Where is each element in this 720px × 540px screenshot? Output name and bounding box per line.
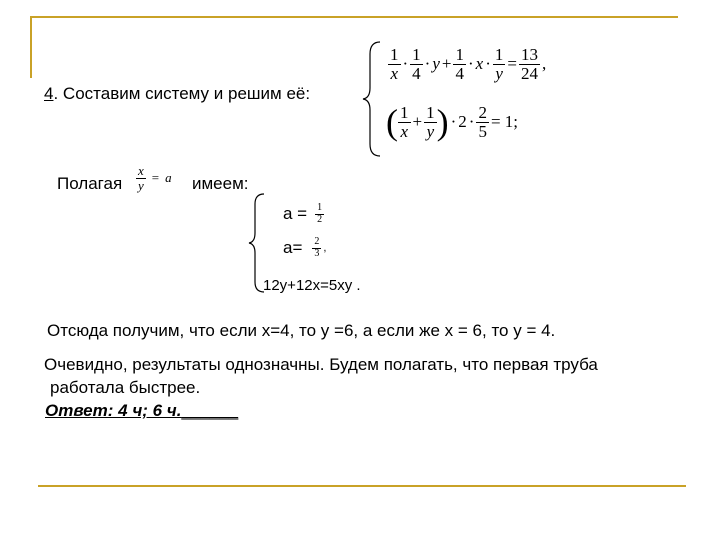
answer-line	[45, 401, 238, 421]
bottom-rule	[38, 485, 686, 487]
intro-line	[44, 84, 310, 104]
system1-brace	[362, 40, 382, 158]
top-rule	[30, 16, 678, 18]
substitution-label: Полагая	[57, 174, 123, 193]
system1-equation2: ( $\frac{1}{x}$ + $\frac{1}{y}$ ) · 2 · $\frac{2}{5}$ = 1;	[386, 102, 518, 143]
substitution-formula: $\frac{x}{y}$ = a	[138, 163, 172, 193]
system2-line1: a = $\frac{1}{2}$	[283, 202, 323, 225]
answer-text: Ответ: 4 ч; 6 ч.	[45, 401, 182, 420]
substitution-after: имеем:	[192, 174, 249, 193]
system2-line3: 12y+12x=5xy .	[263, 277, 361, 294]
system2-line2: a= $\frac{2}{3}$ ,	[283, 236, 327, 259]
intro-text: . Составим систему и решим её:	[53, 84, 311, 103]
left-rule	[30, 16, 32, 78]
system1-equation1: $\frac{1}{x}$ · $\frac{1}{4}$ · y + $\frac{1}{4}$ · x · $\frac{1}{y}$ = $\frac{13}{24}$ ,	[390, 45, 547, 83]
conclusion-line3: работала быстрее.	[50, 378, 201, 397]
answer-blank: ______	[181, 401, 239, 420]
conclusion-line2: Очевидно, результаты однозначны. Будем полагать, что первая труба	[44, 355, 598, 374]
problem-number: 4	[44, 84, 54, 103]
conclusion-line1: Отсюда получим, что если x=4, то y =6, а если же x = 6, то y = 4.	[47, 321, 556, 340]
